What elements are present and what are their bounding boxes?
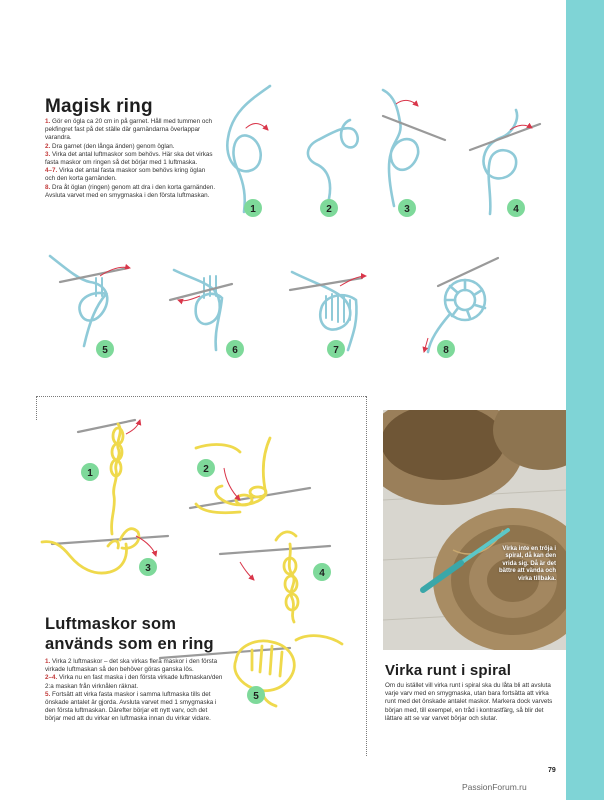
svg-text:2: 2	[203, 464, 209, 475]
number-badge	[398, 199, 416, 217]
magic-ring-title: Magisk ring	[45, 96, 153, 117]
photo-caption: Virka inte en tröja i spiral, då kan den vrida sig. Då är det bättre att vända och virka tillbaka.	[498, 546, 556, 582]
svg-text:1: 1	[87, 468, 93, 479]
svg-text:6: 6	[232, 345, 238, 356]
magic-ring-diagrams	[0, 0, 566, 396]
chain-ring-figure-1	[111, 424, 123, 534]
svg-text:5: 5	[253, 691, 259, 702]
number-badge	[507, 199, 525, 217]
svg-text:3: 3	[145, 563, 151, 574]
svg-text:4: 4	[513, 204, 519, 215]
chain-ring-figure-3	[42, 529, 139, 573]
hook-icon	[383, 116, 445, 140]
number-badge	[313, 563, 331, 581]
svg-text:2: 2	[326, 204, 332, 215]
magic-ring-figure-5	[50, 256, 107, 346]
arrow-icon	[396, 100, 418, 106]
step-item: 2–4. Virka nu en fast maska i den första virkade luftmaskan/den 2:a maskan från virknålen räknat.	[45, 674, 223, 690]
step-item: 3. Virka det antal luftmaskor som behövs. Här ska det virkas fasta maskor om ringen så det börjar med 1 luftmaska.	[45, 150, 213, 167]
basket-photo-image	[383, 410, 566, 650]
magic-ring-figure-3	[383, 90, 418, 206]
magic-ring-figure-1	[227, 86, 270, 212]
chain-ring-steps	[45, 658, 223, 724]
magic-ring-figure-2	[308, 120, 358, 210]
page-number: 79	[548, 767, 556, 774]
step-item: 2. Dra garnet (den långa änden) genom öglan.	[45, 142, 175, 150]
chain-ring-figure-4	[276, 532, 298, 622]
svg-text:5: 5	[102, 345, 108, 356]
magic-ring-figure-6	[174, 270, 222, 350]
number-badge	[247, 686, 265, 704]
hook-icon	[438, 258, 498, 286]
svg-text:1: 1	[250, 204, 256, 215]
magic-ring-badges	[96, 199, 525, 358]
number-badge	[197, 459, 215, 477]
number-badge	[320, 199, 338, 217]
number-badge	[96, 340, 114, 358]
step-item: 1. Virka 2 luftmaskor – det ska virkas flera maskor i den första virkade luftmaskan så den behöver göras ganska lös.	[45, 658, 218, 674]
spiral-body: Om du istället vill virka runt i spiral ska du låta bli att avsluta varje varv med en smygmaska, utan bara fortsätta att virka runt med det önskade antalet maskor. Markera dock varvets början med, till exempel, en tråd i kontrastfärg, så blir det lättare att se var varvet börjar och slutar.	[385, 682, 553, 722]
side-color-stripe	[566, 0, 604, 800]
number-badge	[226, 340, 244, 358]
number-badge	[244, 199, 262, 217]
arrow-icon	[224, 468, 240, 500]
step-item: 4–7. Virka det antal fasta maskor som behövs kring öglan och den korta garnänden.	[45, 167, 206, 183]
step-item: 1. Gör en ögla ca 20 cm in på garnet. Håll med tummen och pekfingret fast på det ställe där garnändarna överlappar varandra.	[45, 118, 212, 142]
chain-ring-title	[45, 614, 214, 654]
step-item: 5. Fortsätt att virka fasta maskor i samma luftmaska tills det önskade antalet är gjorda. Avsluta varvet med 1 smygmaska i den första luftmaskan. Därefter börjar ett nytt varv, och det börjar med att du virkar en luftmaska innan du virkar vidare.	[45, 690, 217, 723]
magic-ring-figure-4	[484, 110, 518, 214]
chain-ring-title-line: Luftmaskor som	[45, 615, 177, 633]
svg-text:4: 4	[319, 568, 325, 579]
number-badge	[327, 340, 345, 358]
svg-text:7: 7	[333, 345, 339, 356]
number-badge	[437, 340, 455, 358]
arrow-icon	[240, 562, 254, 580]
svg-text:3: 3	[404, 204, 410, 215]
section-divider-vertical	[366, 396, 367, 756]
hook-icon	[220, 546, 330, 554]
hook-icon	[60, 268, 128, 282]
watermark: PassionForum.ru	[462, 782, 527, 792]
number-badge	[81, 463, 99, 481]
number-badge	[139, 558, 157, 576]
chain-ring-title-line: används som en ring	[45, 635, 214, 653]
step-item: 8. Dra åt öglan (ringen) genom att dra i den korta garnänden. Avsluta varvet med en smygmaska i den första luftmaskan.	[45, 183, 216, 199]
spiral-title: Virka runt i spiral	[385, 662, 512, 679]
hook-icon	[470, 124, 540, 150]
basket-photo	[383, 410, 566, 650]
magic-ring-figure-8	[428, 280, 485, 352]
hook-icon	[78, 420, 135, 432]
svg-text:8: 8	[443, 345, 449, 356]
